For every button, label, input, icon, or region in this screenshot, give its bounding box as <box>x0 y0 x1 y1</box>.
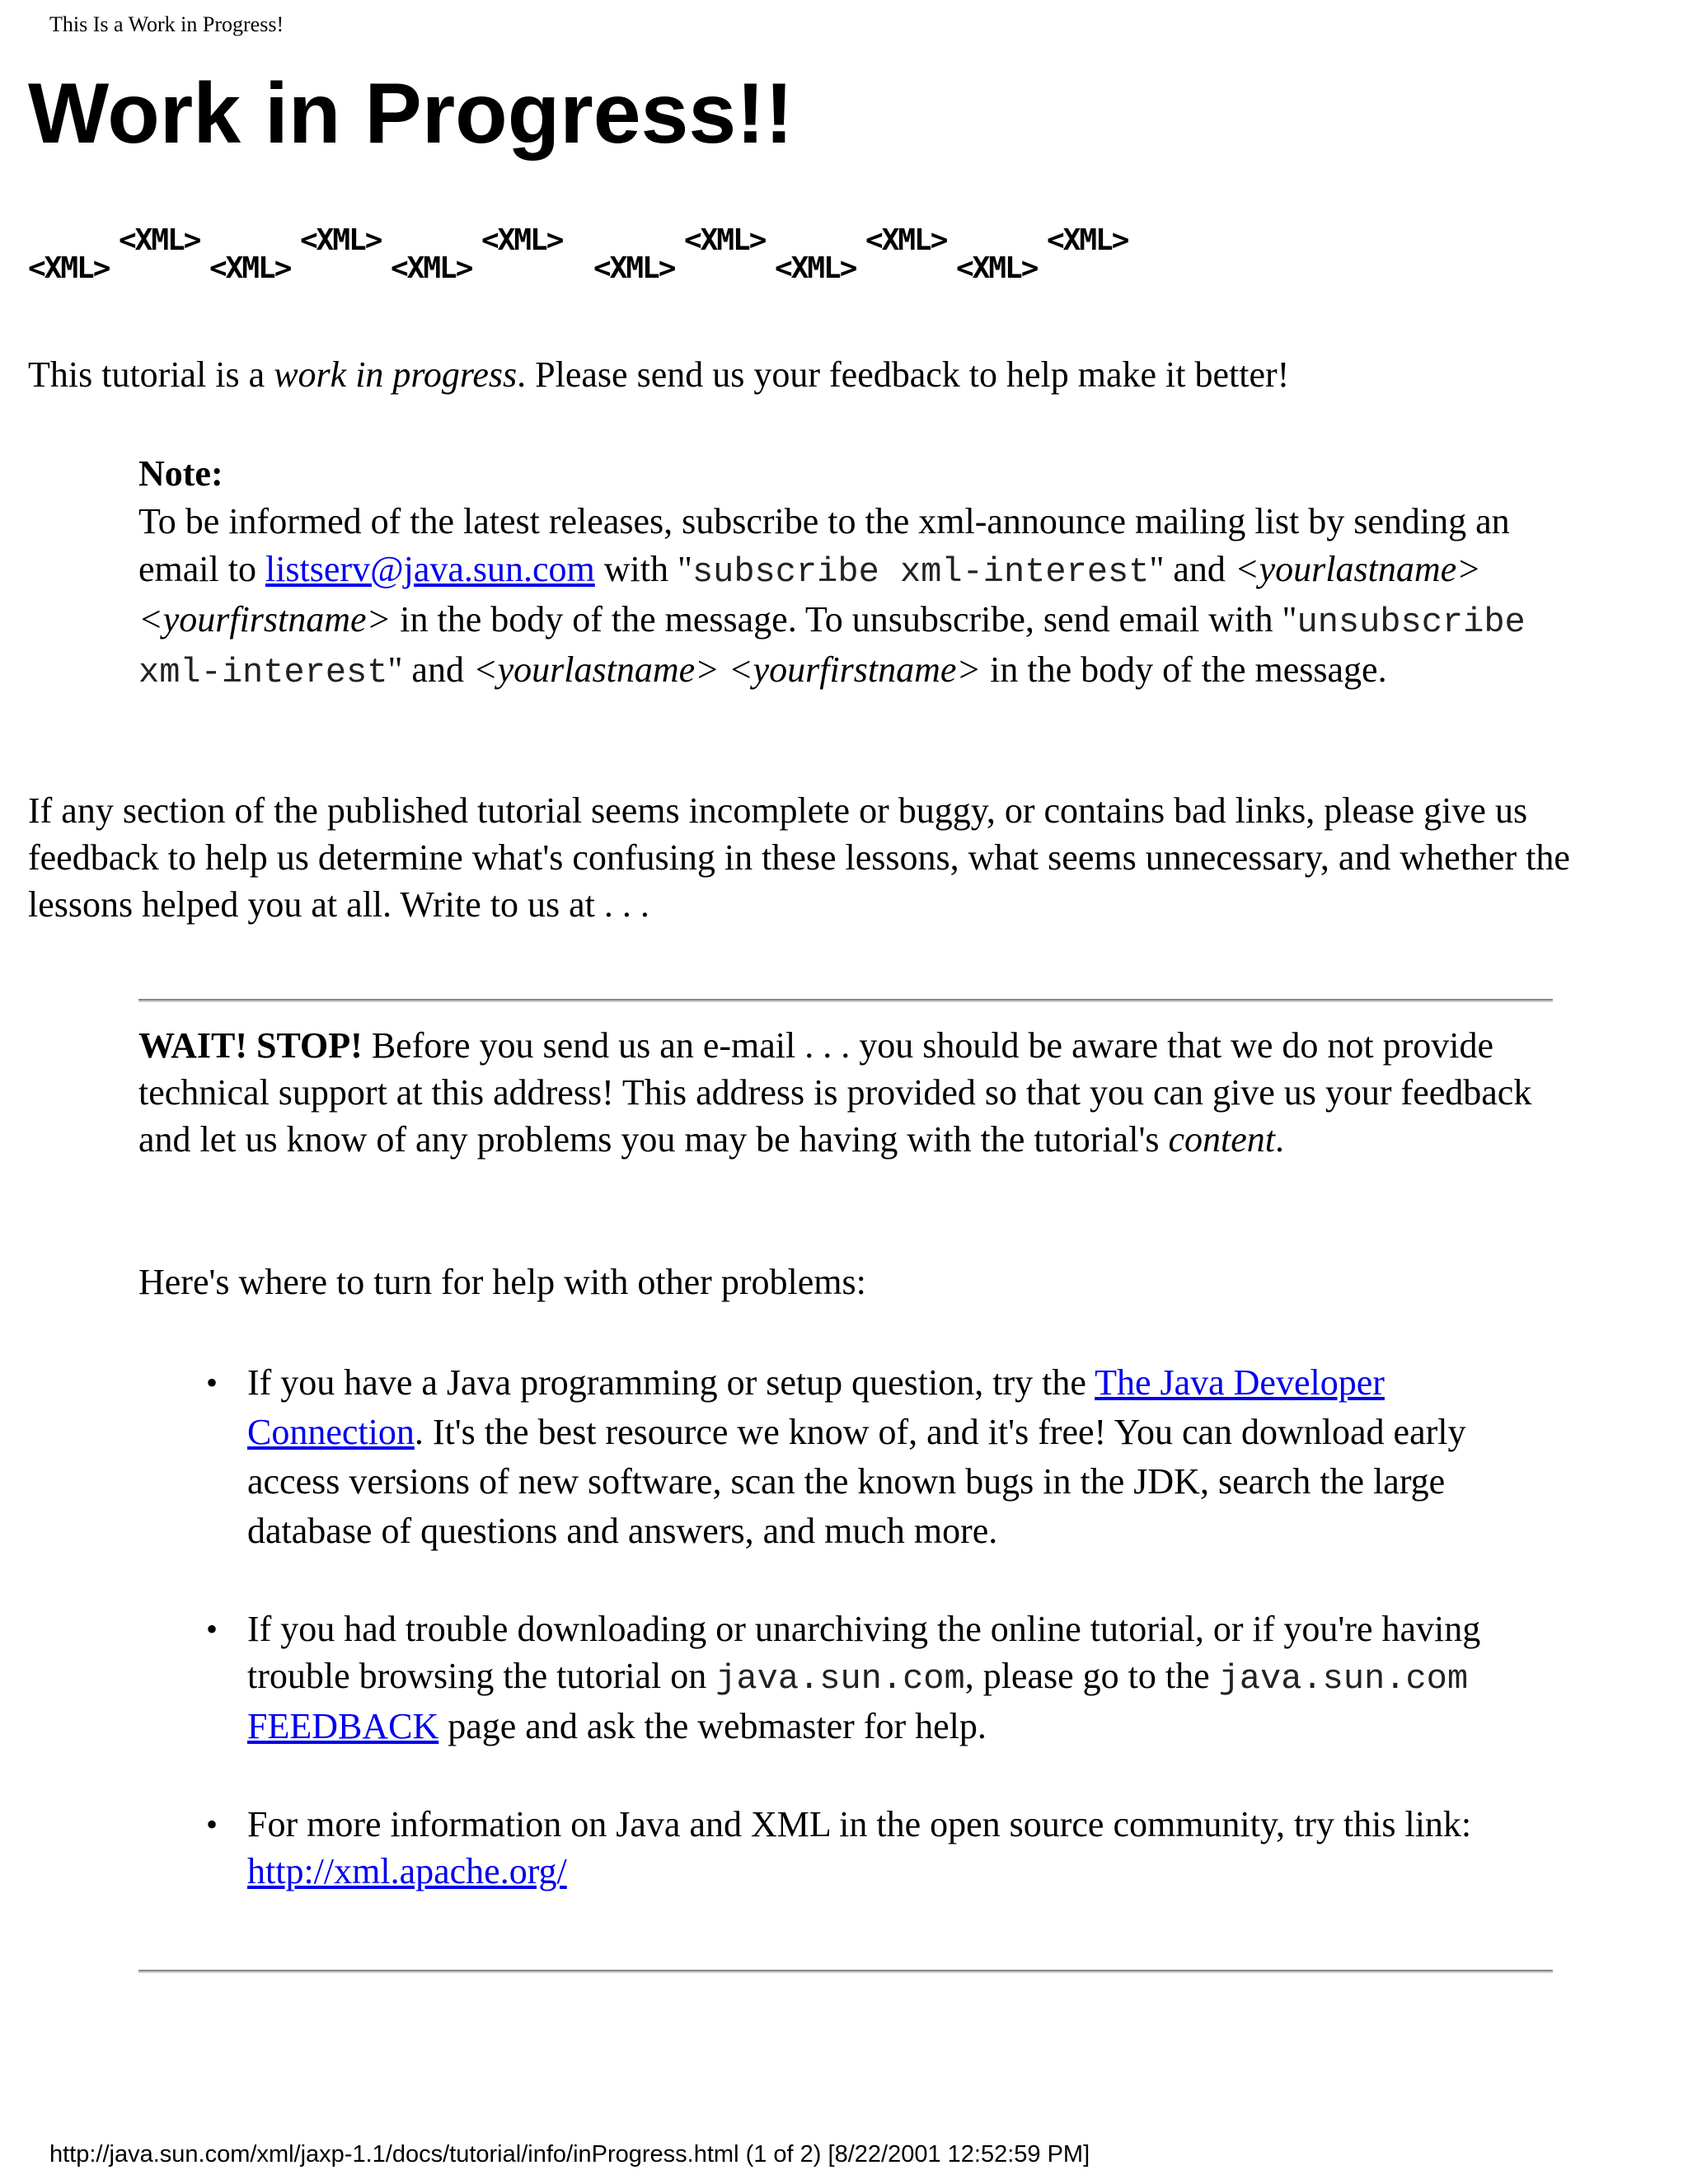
item-text: page and ask the webmaster for help. <box>438 1706 987 1746</box>
bullet-icon: • <box>206 1806 218 1843</box>
list-item <box>206 1358 1550 1556</box>
page-title: Work in Progress!! <box>28 66 794 162</box>
horizontal-rule <box>138 999 1553 1002</box>
code-unsubscribe: unsubscribe xml-interest <box>138 602 1526 692</box>
note-space <box>720 649 729 690</box>
xml-tag-icon: <XML> <box>119 223 200 257</box>
xml-tag-icon: <XML> <box>28 251 110 285</box>
feedback-paragraph: If any section of the published tutorial seems incomplete or buggy, or contains bad links, please give us feedback to help us determine what's confusing in these lessons, what seems unnecessary, and whether the lessons helped you at all. Write to us at . . . <box>28 790 1570 925</box>
code-domain: java.sun.com <box>715 1659 965 1699</box>
page-header: This Is a Work in Progress! <box>49 12 284 36</box>
list-item <box>206 1801 1550 1895</box>
feedback-link[interactable]: FEEDBACK <box>247 1706 439 1746</box>
item-text: For more information on Java and XML in the open source community, try this link: <box>247 1804 1472 1844</box>
email-link[interactable]: listserv@java.sun.com <box>265 549 595 589</box>
placeholder-lastname: <yourlastname> <box>472 649 720 690</box>
wait-emphasis: content <box>1168 1119 1276 1160</box>
intro-emphasis: work in progress <box>274 354 518 395</box>
xml-tag-icon: <XML> <box>209 251 291 285</box>
note-text: " and <box>387 649 473 690</box>
code-subscribe: subscribe xml-interest <box>692 552 1150 592</box>
xml-tag-icon: <XML> <box>775 251 856 285</box>
intro-paragraph <box>28 351 1643 399</box>
item-text: If you had trouble downloading or unarchiving the online tutorial, or if you're having trouble browsing the tutorial on <box>247 1609 1481 1696</box>
item-text: If you have a Java programming or setup question, try the <box>247 1362 1095 1403</box>
wait-paragraph <box>138 1022 1553 1163</box>
xml-tag-icon: <XML> <box>865 223 947 257</box>
xml-tag-icon: <XML> <box>684 223 766 257</box>
item-text: , please go to the <box>964 1656 1219 1696</box>
wait-end: . <box>1275 1119 1285 1160</box>
java-developer-connection-link[interactable]: The Java Developer Connection <box>247 1362 1385 1452</box>
wait-bold: WAIT! STOP! <box>138 1025 363 1066</box>
note-text: To be informed of the latest releases, subscribe to the xml-announce mailing list by sending an email to <box>138 501 1510 589</box>
xml-banner <box>28 224 1165 290</box>
xml-tag-icon: <XML> <box>1047 223 1128 257</box>
placeholder-firstname: <yourfirstname> <box>728 649 982 690</box>
intro-text-end: . Please send us your feedback to help make it better! <box>517 354 1290 395</box>
note-heading: Note: <box>138 453 223 494</box>
bullet-icon: • <box>206 1364 218 1401</box>
note-block <box>138 450 1573 696</box>
note-text: " and <box>1149 549 1235 589</box>
note-text: with " <box>594 549 692 589</box>
apache-xml-link[interactable]: http://xml.apache.org/ <box>247 1851 567 1891</box>
wait-text: Before you send us an e-mail . . . you should be aware that we do not provide technical support at this address! This address is provided so that you can give us your feedback and let us know of any problems you may be having with the tutorial's <box>138 1025 1532 1160</box>
placeholder-lastname: <yourlastname> <box>1234 549 1481 589</box>
item-text: . It's the best resource we know of, and it's free! You can download early access versions of new software, scan the known bugs in the JDK, search the large database of questions and answers, and much more. <box>247 1412 1466 1551</box>
horizontal-rule <box>138 1970 1553 1973</box>
xml-tag-icon: <XML> <box>300 223 382 257</box>
page-footer: http://java.sun.com/xml/jaxp-1.1/docs/tutorial/info/inProgress.html (1 of 2) [8/22/2001 12:52:59 PM] <box>49 2141 1090 2168</box>
list-item <box>206 1605 1550 1750</box>
xml-tag-icon: <XML> <box>391 251 472 285</box>
help-intro: Here's where to turn for help with other problems: <box>138 1262 866 1302</box>
intro-text: This tutorial is a <box>28 354 274 395</box>
note-text: in the body of the message. <box>981 649 1387 690</box>
xml-tag-icon: <XML> <box>956 251 1038 285</box>
code-domain: java.sun.com <box>1218 1659 1469 1699</box>
note-text: in the body of the message. To unsubscribe, send email with " <box>391 599 1297 640</box>
bullet-icon: • <box>206 1610 218 1647</box>
xml-tag-icon: <XML> <box>593 251 675 285</box>
placeholder-firstname: <yourfirstname> <box>138 599 392 640</box>
help-list <box>206 1358 1550 1895</box>
xml-tag-icon: <XML> <box>481 223 563 257</box>
